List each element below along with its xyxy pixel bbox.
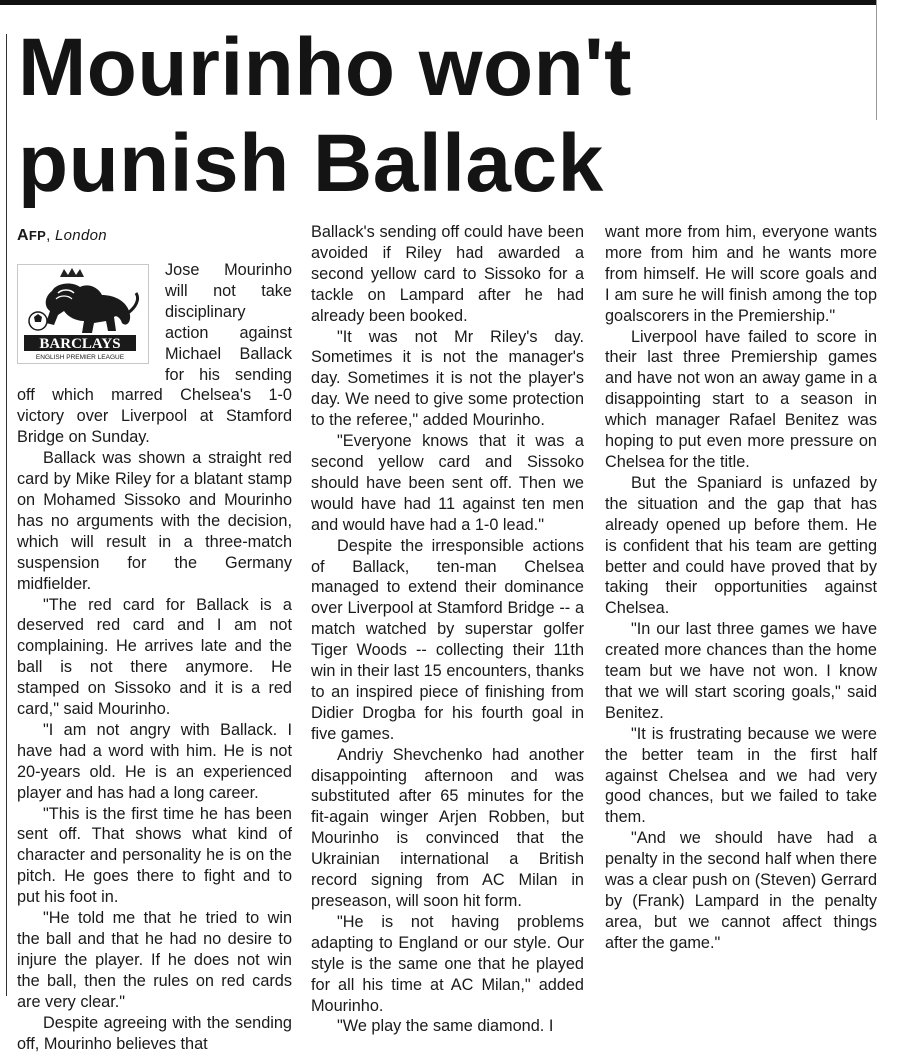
column-3-paragraph-6: "And we should have had a penalty in the second half when there was a clear push on (Steven) Gerrard by (Frank) Lampard in the penalty area, but we cannot affect things after the game." — [605, 829, 877, 952]
column-1-paragraph-4: "I am not angry with Ballack. I have had a word with him. He is not 20-years old. He is an experienced player and has had a long career. — [17, 720, 292, 802]
column-2-paragraph-6: "He is not having problems adapting to England or our style. Our style is the same one that he played for all his time at AC Milan," added Mourinho. — [311, 912, 584, 1015]
logo-subtitle-text: ENGLISH PREMIER LEAGUE — [35, 354, 125, 361]
byline-agency-initial: A — [17, 227, 29, 244]
left-column-rule — [6, 34, 7, 996]
article-column-2 — [311, 222, 584, 1037]
column-3-paragraph-5: "It is frustrating because we were the better team in the first half against Chelsea and we had very good chances, but we failed to take them. — [605, 724, 877, 827]
lion-crest-icon — [18, 265, 148, 363]
byline-agency-rest: FP — [28, 228, 47, 243]
barclays-premier-league-logo — [17, 264, 149, 364]
column-2-paragraph-7: "We play the same diamond. I — [337, 1017, 554, 1036]
column-2-paragraph-1: Ballack's sending off could have been avoided if Riley had awarded a second yellow card to Sissoko for a tackle on Lampard after he had already been booked. — [311, 223, 584, 325]
column-1-paragraph-7: Despite agreeing with the sending off, Mourinho believes that — [17, 1013, 292, 1053]
column-2-paragraph-5: Andriy Shevchenko had another disappointing afternoon and was substituted after 65 minutes for the fit-again winger Arjen Robben, but Mourinho is convinced that the Ukrainian international a British record signing from AC Milan in preseason, will soon hit form. — [311, 745, 584, 910]
article-column-1 — [17, 226, 292, 1054]
right-edge-rule — [876, 0, 877, 120]
headline: Mourinho won't punish Ballack — [18, 22, 632, 209]
column-2-paragraph-3: "Everyone knows that it was a second yellow card and Sissoko should have been sent off. Then we would have had 11 against ten men and would have had a 1-0 lead." — [311, 432, 584, 534]
column-1-paragraph-2: Ballack was shown a straight red card by Mike Riley for a blatant stamp on Mohamed Sissoko and Mourinho has no arguments with the decision, which will result in a three-match suspension for the Germany midfielder. — [17, 449, 292, 593]
column-3-paragraph-1: want more from him, everyone wants more from him and he wants more from himself. He will score goals and I am sure he will finish among the top goalscorers in the Premiership." — [605, 223, 877, 325]
logo-brand-text: BARCLAYS — [39, 336, 121, 352]
column-1-paragraph-5: "This is the first time he has been sent off. That shows what kind of character and personality he is on the pitch. He goes there to fight and to put his foot in. — [17, 804, 292, 907]
byline-place: London — [55, 227, 107, 244]
column-1-paragraph-3: "The red card for Ballack is a deserved red card and I am not complaining. He arrives late and the ball is not there anymore. He stamped on Sissoko and it is a red card," said Mourinho. — [17, 595, 292, 719]
column-2-paragraph-4: Despite the irresponsible actions of Ballack, ten-man Chelsea managed to extend their dominance over Liverpool at Stamford Bridge -- a match watched by superstar golfer Tiger Woods -- collecting their 11th win in their last 15 encounters, thanks to an inspired piece of finishing from Didier Drogba for his fourth goal in five games. — [311, 536, 584, 743]
byline-separator: , — [46, 227, 56, 244]
article-column-3 — [605, 222, 877, 954]
column-1-paragraph-1: Jose Mourinho will not take disciplinary action against Michael Ballack for his sending off which marred Chelsea's 1-0 victory over Liverpool at Stamford Bridge on Sunday. — [17, 261, 292, 447]
column-3-paragraph-4: "In our last three games we have created more chances than the home team but we have not won. I know that we will start scoring goals," said Benitez. — [605, 620, 877, 722]
column-2-paragraph-2: "It was not Mr Riley's day. Sometimes it is not the manager's day. Sometimes it is not the player's day. We need to give some protection to the referee," added Mourinho. — [311, 327, 584, 430]
column-3-paragraph-2: Liverpool have failed to score in their last three Premiership games and have not won an away game in a disappointing start to a season in which manager Rafael Benitez was hoping to put even more pressure on Chelsea for the title. — [605, 327, 877, 471]
byline — [17, 226, 292, 246]
column-3-paragraph-3: But the Spaniard is unfazed by the situation and the gap that has already opened up before them. He is confident that his team are getting better and could have proved that by taking their opportunities against Chelsea. — [605, 473, 877, 618]
column-1-paragraph-6: "He told me that he tried to win the ball and that he had no desire to injure the player. If he does not win the ball, then the rules on red cards are very clear." — [17, 909, 292, 1011]
top-rule — [0, 0, 876, 5]
